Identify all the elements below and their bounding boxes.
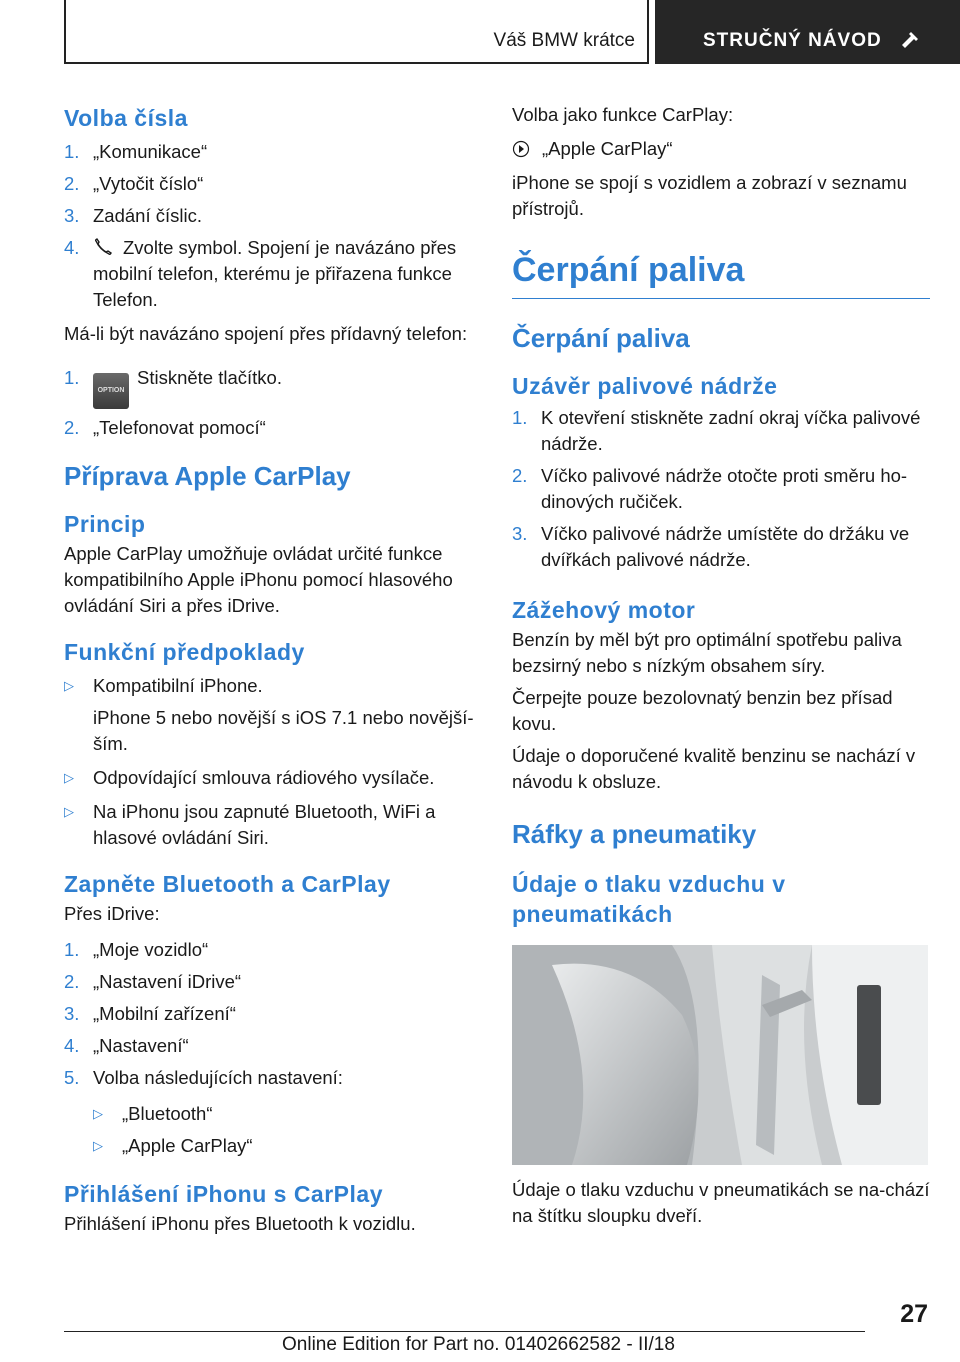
option-button-icon: OPTION	[93, 373, 129, 409]
tlak-title: Údaje o tlaku vzduchu v pneumatikách	[512, 871, 786, 927]
list-item: 2. „Telefonovat pomocí“	[64, 417, 266, 438]
motor-p2: Čerpejte pouze bezolovnatý benzin bez přísad kovu.	[512, 687, 893, 734]
right-column	[512, 100, 930, 1229]
prihlaseni-text: Přihlášení iPhonu přes Bluetooth k vozidlu.	[64, 1213, 416, 1234]
list-item: 3. Víčko palivové nádrže umístěte do držáku ve dvířkách palivové nádrže.	[512, 523, 910, 570]
princip-text: Apple CarPlay umožňuje ovládat určité funkce kompatibilního Apple iPhonu pomocí hlasového ovládání Siri a přes iDrive.	[64, 543, 453, 616]
list-item: 3. „Mobilní zařízení“	[64, 1003, 236, 1024]
cerpani-subtitle: Čerpání paliva	[512, 323, 690, 353]
list-item: 1. „Moje vozidlo“	[64, 939, 209, 960]
photo-caption: Údaje o tlaku vzduchu v pneumatikách se na-chází na štítku sloupku dveří.	[512, 1179, 930, 1226]
play-circle-icon	[512, 140, 530, 158]
page-number: 27	[900, 1300, 928, 1328]
bullet-item: ▷ Kompatibilní iPhone.	[64, 675, 263, 696]
carplay-heading: Příprava Apple CarPlay	[64, 461, 351, 491]
list-item: 1. OPTIONStiskněte tlačítko.	[64, 365, 484, 409]
motor-p3: Údaje o doporučené kvalitě benzinu se nachází v návodu k obsluze.	[512, 745, 916, 792]
princip-title: Princip	[64, 511, 146, 537]
zapnete-intro: Přes iDrive:	[64, 903, 160, 924]
left-column	[64, 100, 484, 1237]
header-right-tab	[655, 0, 960, 64]
list-item: 2. Víčko palivové nádrže otočte proti směru ho-dinových ručiček.	[512, 465, 908, 512]
footer-edition-text: Online Edition for Part no. 01402662582 - II/18	[282, 1334, 675, 1355]
header-left-title: Váš BMW krátce	[493, 30, 635, 51]
header-left-tab	[64, 0, 649, 64]
bullet-subtext: iPhone 5 nebo novější s iOS 7.1 nebo novější-ším.	[93, 707, 474, 754]
list-item: 1. „Komunikace“	[64, 141, 208, 162]
bullet-item: ▷ Na iPhonu jsou zapnuté Bluetooth, WiFi a hlasové ovládání Siri.	[64, 801, 436, 848]
list-item: 2. „Vytočit číslo“	[64, 173, 204, 194]
header-right-title: STRUČNÝ NÁVOD	[703, 30, 882, 51]
carplay-intro-item: „Apple CarPlay“	[512, 136, 930, 162]
list-item: 5. Volba následujících nastavení:	[64, 1067, 343, 1088]
list-item: 4. Zvolte symbol. Spojení je navázáno přes mobilní telefon, kterému je přiřazena funkce Telefon.	[64, 237, 457, 310]
sub-bullet-item: ▷ „Apple CarPlay“	[93, 1135, 253, 1156]
door-pillar-photo-drawing	[512, 945, 928, 1165]
motor-title: Zážehový motor	[512, 597, 696, 623]
cerpani-section-title: Čerpání paliva	[512, 248, 930, 299]
phone-handset-icon	[93, 237, 113, 257]
sub-bullet-item: ▷ „Bluetooth“	[93, 1103, 213, 1124]
list-item: 3. Zadání číslic.	[64, 205, 202, 226]
uzaver-title: Uzávěr palivové nádrže	[512, 373, 778, 399]
carplay-intro: Volba jako funkce CarPlay:	[512, 104, 734, 125]
zapnete-title: Zapněte Bluetooth a CarPlay	[64, 871, 391, 897]
motor-p1: Benzín by měl být pro optimální spotřebu paliva bezsirný nebo s nízkým obsahem síry.	[512, 629, 902, 676]
predpoklady-title: Funkční předpoklady	[64, 639, 305, 665]
list-item: 1. K otevření stiskněte zadní okraj víčka palivové nádrže.	[512, 407, 921, 454]
rafky-heading: Ráfky a pneumatiky	[512, 819, 757, 849]
bullet-item: ▷ Odpovídající smlouva rádiového vysílače.	[64, 767, 435, 788]
list-item: 2. „Nastavení iDrive“	[64, 971, 242, 992]
wrench-icon	[898, 28, 922, 52]
door-pillar-photo	[512, 945, 928, 1165]
prihlaseni-title: Přihlášení iPhonu s CarPlay	[64, 1181, 383, 1207]
carplay-intro-text: iPhone se spojí s vozidlem a zobrazí v seznamu přístrojů.	[512, 172, 907, 219]
list-item: 4. „Nastavení“	[64, 1035, 189, 1056]
volba-title: Volba čísla	[64, 105, 188, 131]
extra-text: Má-li být navázáno spojení přes přídavný telefon:	[64, 323, 468, 344]
footer-divider	[64, 1331, 865, 1332]
